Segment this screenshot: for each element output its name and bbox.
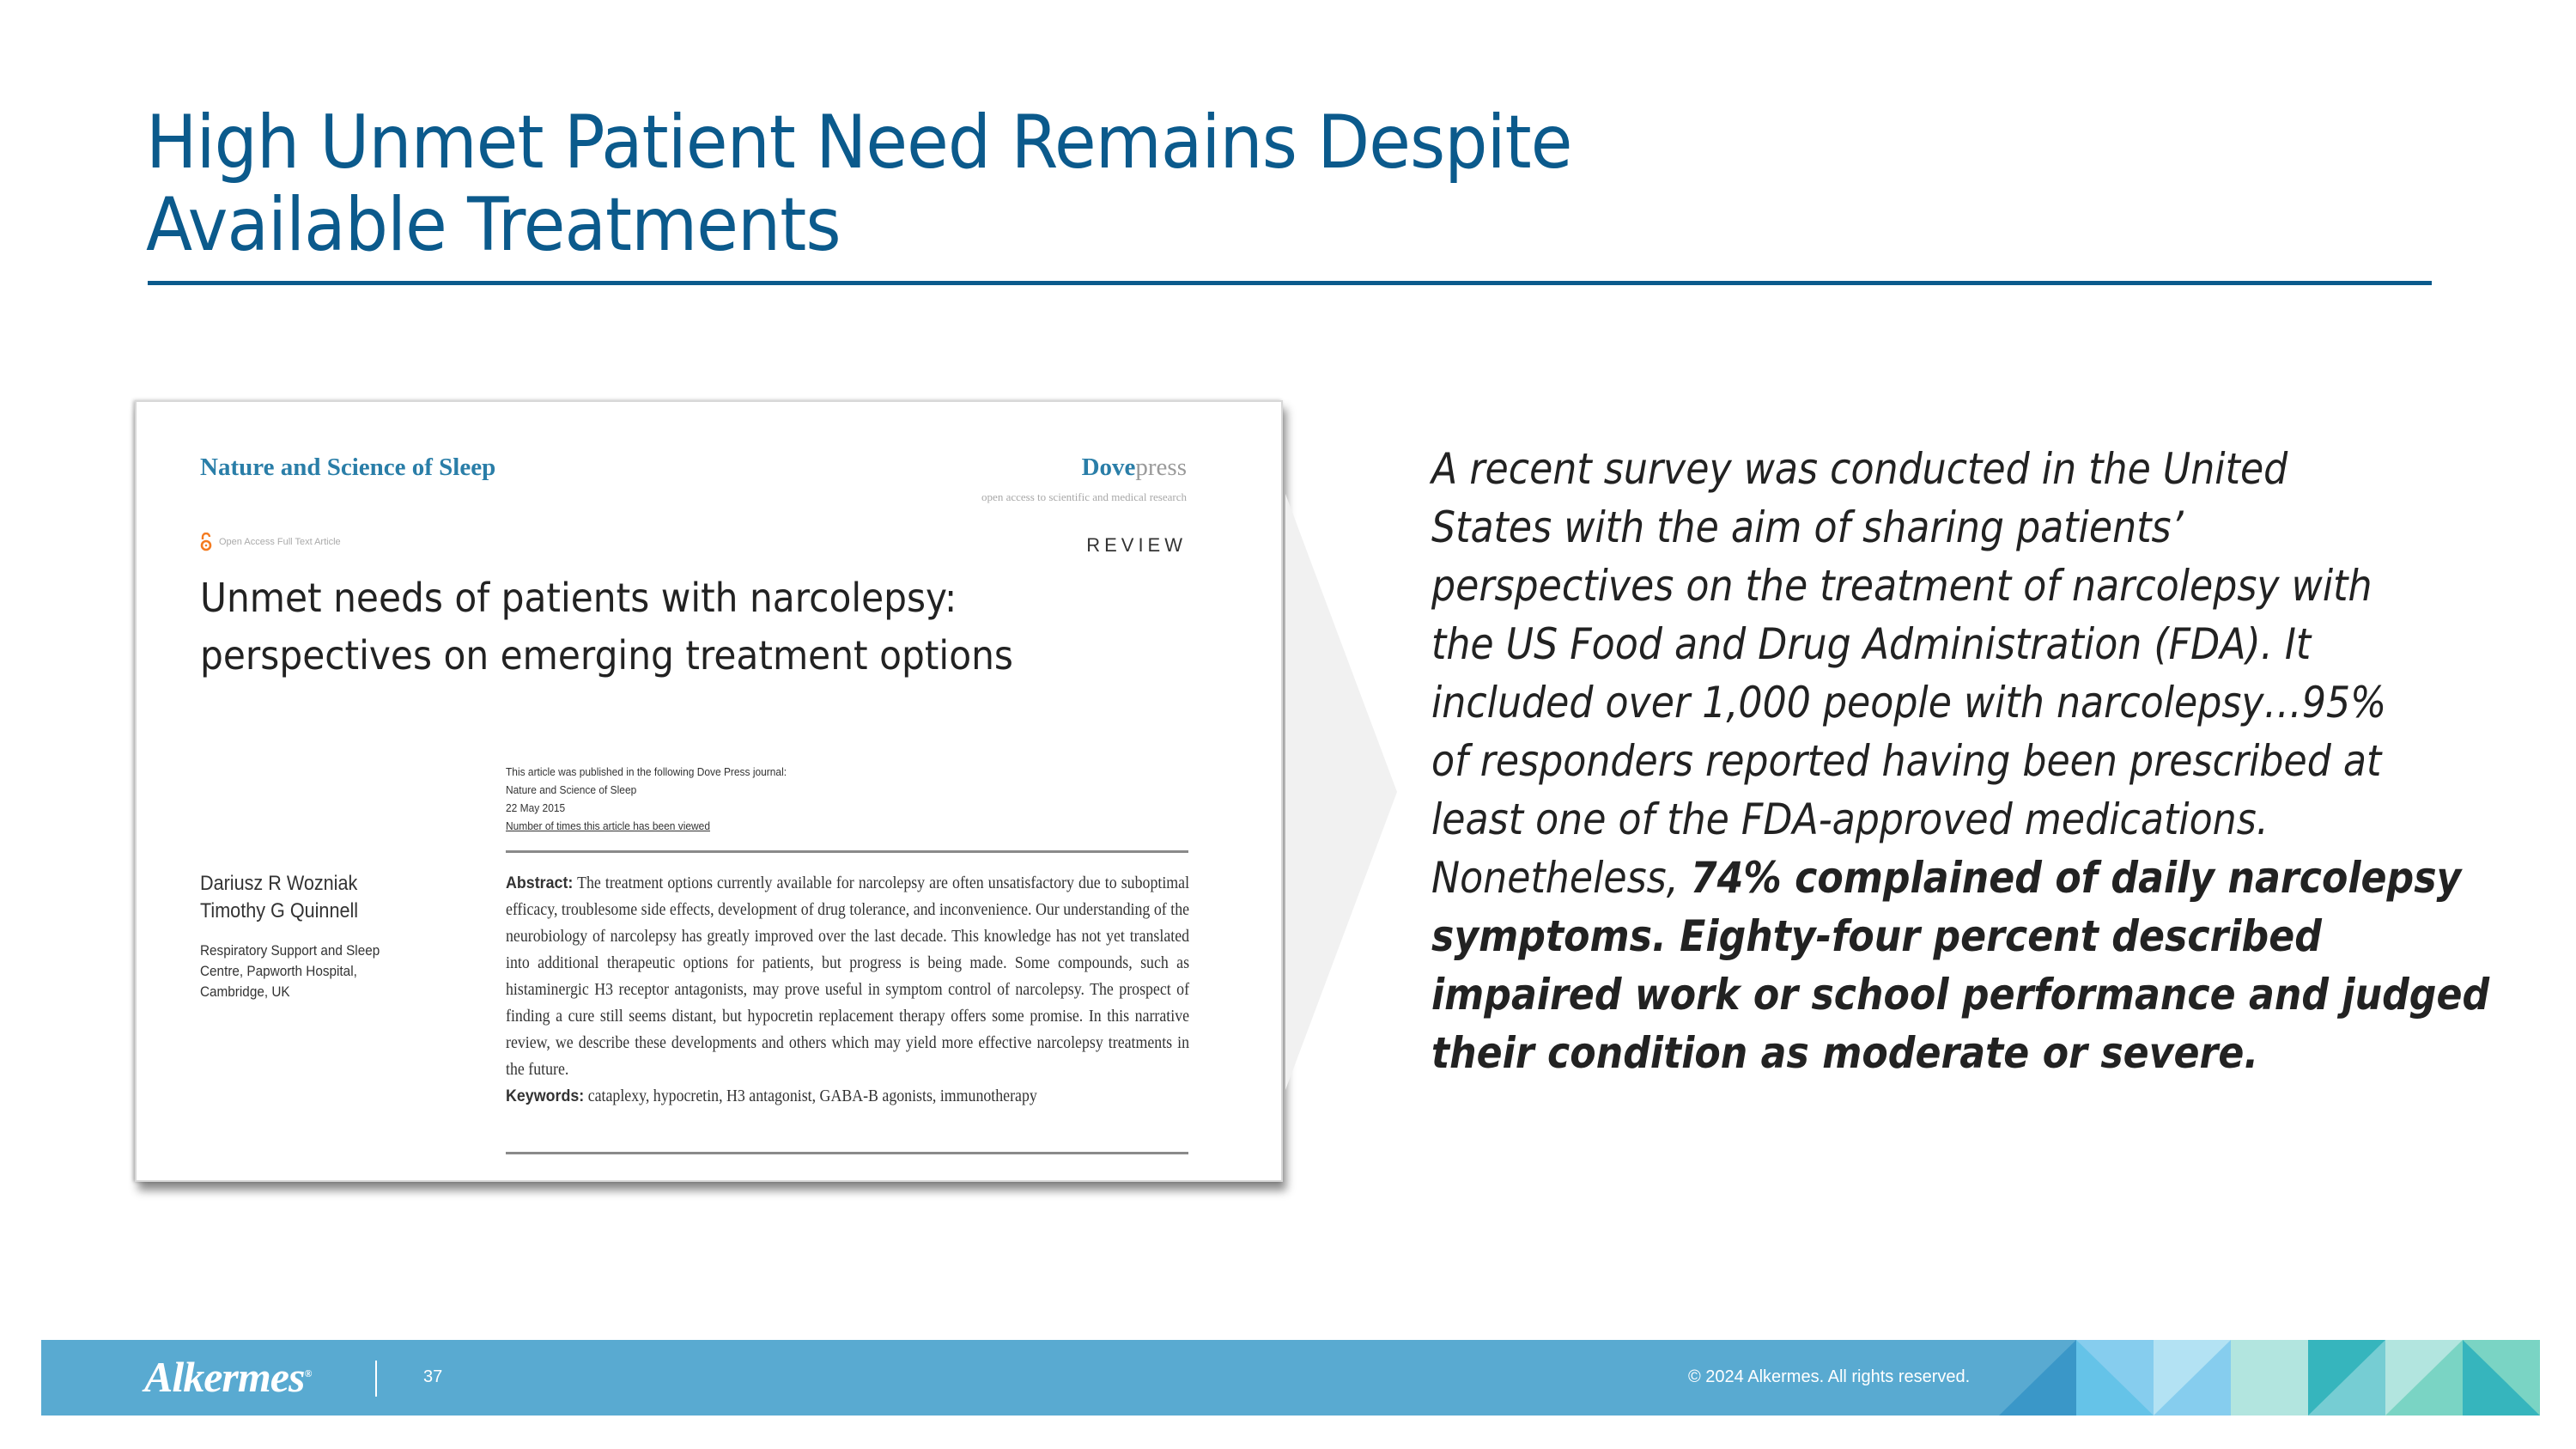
footer-divider — [375, 1361, 377, 1397]
summary-plain-lead: Nonetheless, — [1431, 853, 1691, 903]
abstract-label: Abstract: — [506, 874, 574, 892]
summary-bold-line: impaired work or school performance and judged — [1431, 970, 2490, 1020]
survey-summary-text — [1431, 440, 2490, 1082]
article-divider-top — [506, 850, 1188, 853]
author-affiliation — [200, 941, 380, 1002]
decorative-triangle-pattern-icon — [1999, 1340, 2540, 1416]
open-access-lock-icon — [200, 533, 212, 551]
registered-mark: ® — [304, 1367, 312, 1379]
alkermes-logo — [144, 1352, 311, 1402]
pub-info-date: 22 May 2015 — [506, 801, 566, 814]
page-number: 37 — [423, 1367, 443, 1386]
keywords-label: Keywords: — [506, 1087, 585, 1105]
article-keywords — [506, 1083, 1189, 1110]
summary-line: of responders reported having been prescribed at — [1431, 736, 2382, 786]
article-views-link[interactable]: Number of times this article has been viewed — [506, 819, 710, 832]
open-access-badge — [200, 533, 341, 551]
pub-info-line: This article was published in the following Dove Press journal: — [506, 765, 787, 778]
summary-line: least one of the FDA-approved medications. — [1431, 795, 2269, 844]
logo-text: Alkermes — [144, 1353, 305, 1401]
affiliation-line: Respiratory Support and Sleep — [200, 942, 380, 959]
slide-title-line-2: Available Treatments — [146, 182, 841, 268]
pub-info-journal: Nature and Science of Sleep — [506, 783, 637, 796]
article-type-label: REVIEW — [1086, 534, 1187, 556]
summary-line: A recent survey was conducted in the United — [1431, 444, 2288, 494]
author-1: Dariusz R Wozniak — [200, 872, 358, 895]
abstract-text: The treatment options currently available for narcolepsy are often unsatisfactory due to suboptimal efficacy, troublesome side effects, development of drug tolerance, and inconvenience. Our understanding of the neurobiology of narcolepsy has greatly improved over the last decade. This knowledge has not yet translated into additional therapeutic options for patients, but progress is being made. Some compounds, such as histaminergic H3 receptor antagonists, may prove useful in symptom control of narcolepsy. The prospect of finding a cure still seems distant, but hypocretin replacement therapy offers some promise. In this narrative review, we describe these developments and others which may yield more effective narcolepsy treatments in the future. — [506, 874, 1190, 1079]
summary-bold-highlight: 74% complained of daily narcolepsy — [1690, 853, 2462, 903]
article-title-line-2: perspectives on emerging treatment options — [200, 632, 1013, 679]
publisher-logo — [1082, 454, 1187, 482]
summary-bold-line: symptoms. Eighty-four percent described — [1431, 911, 2322, 961]
article-title-line-1: Unmet needs of patients with narcolepsy: — [200, 575, 957, 621]
affiliation-line: Cambridge, UK — [200, 983, 290, 1000]
copyright-text: © 2024 Alkermes. All rights reserved. — [1688, 1367, 1971, 1386]
slide-title-line-1: High Unmet Patient Need Remains Despite — [146, 100, 1572, 186]
summary-line: the US Food and Drug Administration (FDA). It — [1431, 619, 2312, 669]
article-screenshot — [135, 400, 1283, 1182]
slide-title — [146, 101, 2279, 266]
summary-line-mixed — [1431, 849, 2462, 907]
footer-bar — [41, 1340, 2540, 1416]
publisher-tagline: open access to scientific and medical research — [981, 490, 1187, 503]
article-title — [200, 569, 1013, 685]
article-divider-bottom — [506, 1152, 1188, 1154]
publisher-logo-light: press — [1135, 454, 1187, 481]
keywords-text: cataplexy, hypocretin, H3 antagonist, GABA-B agonists, immunotherapy — [587, 1087, 1037, 1105]
affiliation-line: Centre, Papworth Hospital, — [200, 963, 357, 979]
author-2: Timothy G Quinnell — [200, 899, 359, 922]
article-abstract — [506, 870, 1189, 1110]
article-journal-name: Nature and Science of Sleep — [200, 454, 496, 481]
summary-line: perspectives on the treatment of narcolepsy with — [1431, 561, 2372, 611]
title-underline-divider — [148, 281, 2432, 285]
publisher-logo-bold: Dove — [1081, 454, 1136, 481]
open-access-label: Open Access Full Text Article — [219, 537, 341, 547]
chevron-right-arrow-icon — [1285, 494, 1397, 1090]
summary-bold-line: their condition as moderate or severe. — [1431, 1028, 2259, 1078]
summary-line: States with the aim of sharing patients’ — [1431, 502, 2184, 552]
summary-line: included over 1,000 people with narcolepsy…95% — [1431, 678, 2387, 728]
article-authors — [200, 870, 358, 925]
publication-info — [506, 763, 787, 835]
